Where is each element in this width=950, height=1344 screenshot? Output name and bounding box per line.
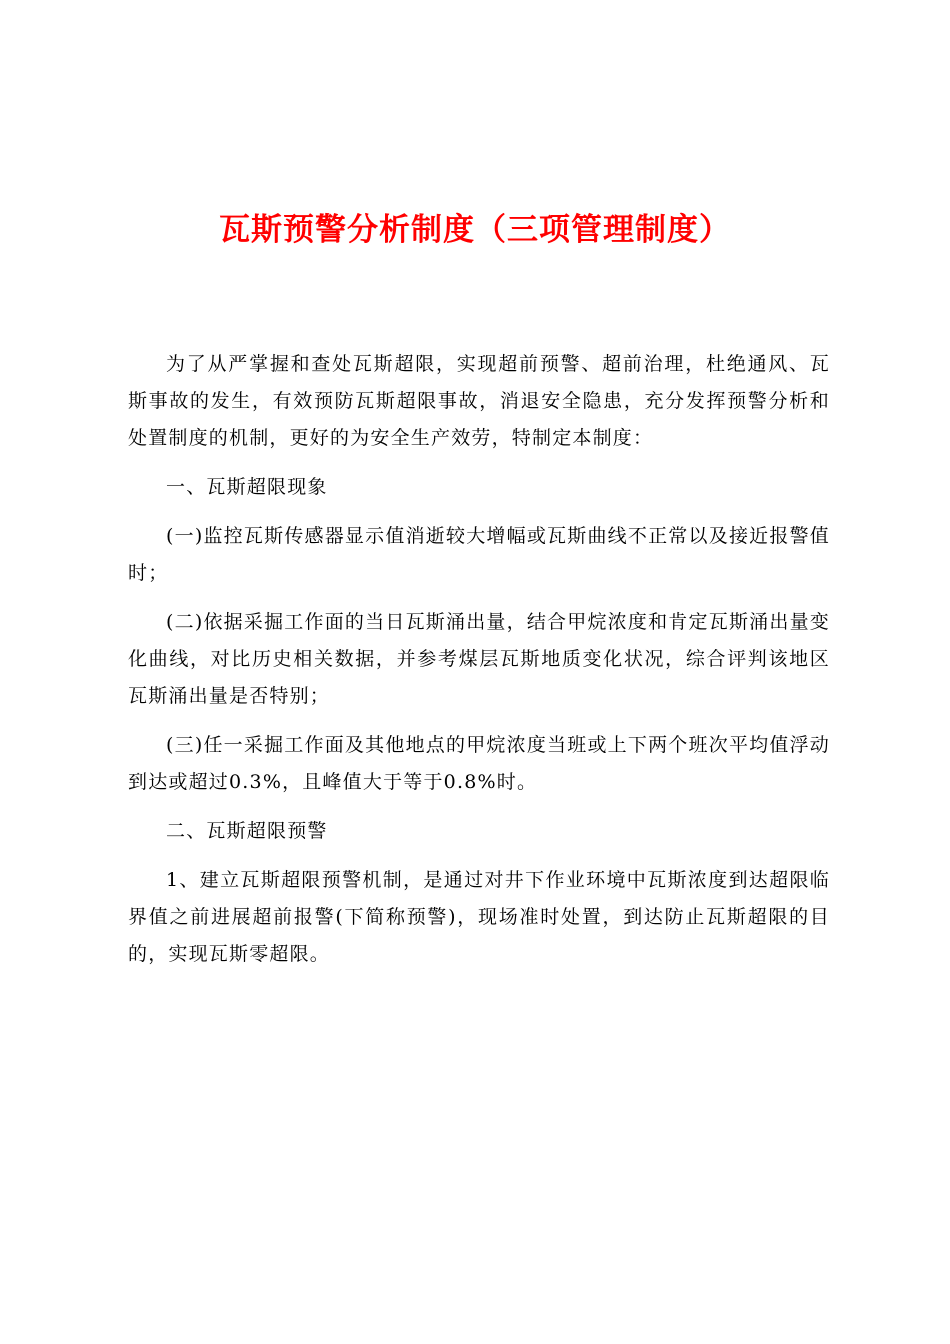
paragraph-intro: 为了从严掌握和查处瓦斯超限，实现超前预警、超前治理，杜绝通风、瓦斯事故的发生，有效预防瓦斯超限事故，消退安全隐患，充分发挥预警分析和处置制度的机制，更好的为安全生产效劳，特制定本制度：	[128, 353, 830, 449]
paragraph-warning-1: 1、建立瓦斯超限预警机制，是通过对井下作业环境中瓦斯浓度到达超限临界值之前进展超前报警(下简称预警)，现场准时处置，到达防止瓦斯超限的目的，实现瓦斯零超限。	[128, 869, 830, 965]
section-heading-1: 一、瓦斯超限现象	[166, 476, 328, 498]
document-body	[128, 346, 830, 985]
section-heading-2: 二、瓦斯超限预警	[166, 820, 328, 842]
paragraph-item-3: (三)任一采掘工作面及其他地点的甲烷浓度当班或上下两个班次平均值浮动到达或超过0.3%，且峰值大于等于0.8%时。	[128, 734, 830, 793]
document-title: 瓦斯预警分析制度（三项管理制度）	[219, 212, 731, 248]
paragraph-item-1: (一)监控瓦斯传感器显示值消逝较大增幅或瓦斯曲线不正常以及接近报警值时；	[128, 525, 830, 584]
paragraph-item-2: (二)依据采掘工作面的当日瓦斯涌出量，结合甲烷浓度和肯定瓦斯涌出量变化曲线，对比历史相关数据，并参考煤层瓦斯地质变化状况，综合评判该地区瓦斯涌出量是否特别；	[128, 611, 830, 707]
